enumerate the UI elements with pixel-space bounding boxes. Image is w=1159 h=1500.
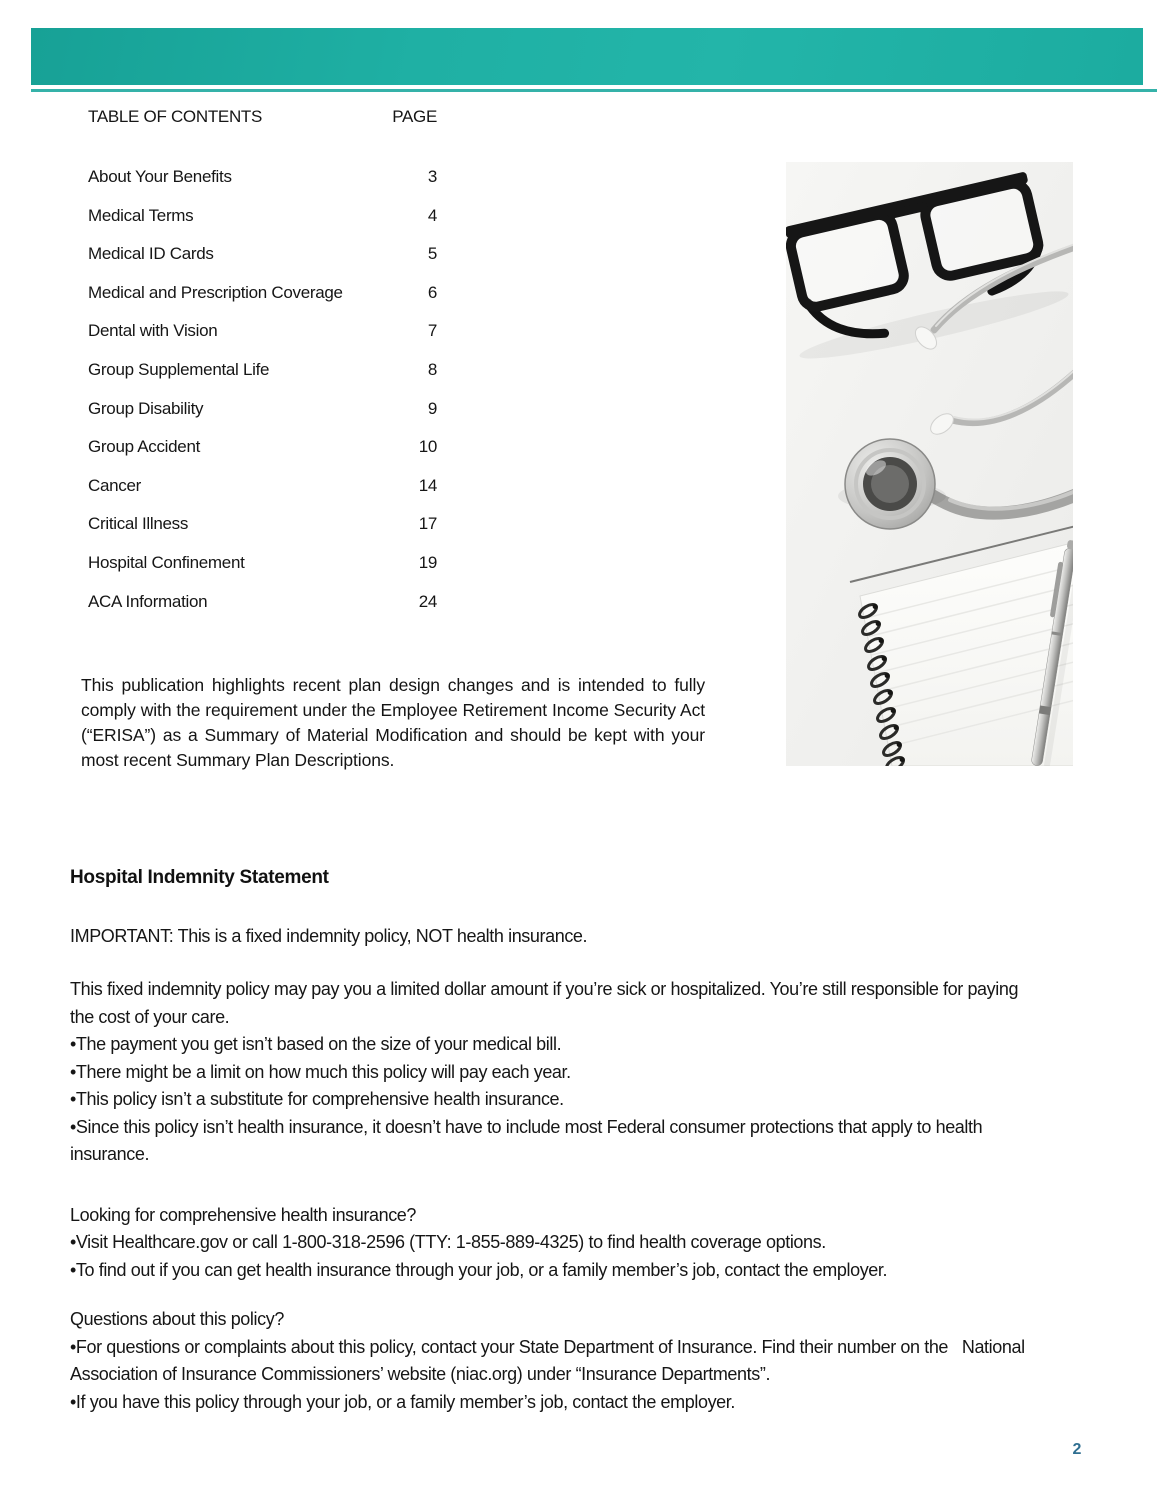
toc-row [88, 438, 437, 456]
toc-row [88, 361, 437, 379]
toc-item-label: Medical and Prescription Coverage [88, 282, 343, 302]
toc-item-page: 7 [427, 321, 437, 341]
hospital-indemnity-heading: Hospital Indemnity Statement [70, 867, 329, 888]
toc-item-label: Group Accident [88, 437, 201, 457]
toc-item-label: About Your Benefits [88, 167, 232, 186]
toc-row [88, 245, 437, 263]
looking-bullet: •To find out if you can get health insurance through your job, or a family member’s job, contact the employer. [70, 1259, 888, 1280]
toc-row [88, 284, 437, 302]
policy-intro: This fixed indemnity policy may pay you a limited dollar amount if you’re sick or hospitalized. You’re still responsible for paying the cost of your care. [70, 979, 1032, 1027]
toc-item-label: Critical Illness [88, 514, 189, 534]
toc-row [88, 168, 437, 186]
toc-item-page: 10 [418, 437, 437, 457]
policy-bullet: •The payment you get isn’t based on the size of your medical bill. [70, 1034, 562, 1054]
toc-item-page: 9 [427, 398, 437, 418]
policy-bullet: •Since this policy isn’t health insurance, it doesn’t have to include most Federal consumer protections that apply to health insurance. [70, 1116, 997, 1164]
toc-item-page: 17 [418, 514, 437, 534]
looking-bullet: •Visit Healthcare.gov or call 1-800-318-2596 (TTY: 1-855-889-4325) to find health coverage options. [70, 1232, 826, 1252]
erisa-summary-paragraph: This publication highlights recent plan design changes and is intended to fully comply with the requirement under the Employee Retirement Income Security Act (“ERISA”) as a Summary of Material Modification and should be kept with your most recent Summary Plan Descriptions. [81, 674, 705, 771]
toc-item-page: 24 [418, 591, 437, 611]
questions-bullet: •For questions or complaints about this policy, contact your State Department of Insurance. Find their number on the National Association of Insurance Commissioners’ website (niac.org) under “Insurance Departments”. [70, 1336, 1029, 1384]
toc-item-label: Medical ID Cards [88, 244, 214, 264]
policy-bullet: •There might be a limit on how much this policy will pay each year. [70, 1061, 571, 1082]
toc-item-page: 6 [427, 282, 437, 302]
questions-heading: Questions about this policy? [70, 1309, 284, 1329]
toc-row [88, 593, 437, 611]
toc-header [88, 107, 437, 127]
banner-divider-line [31, 89, 1157, 92]
toc-item-label: ACA Information [88, 591, 208, 611]
toc-item-page: 14 [418, 475, 437, 495]
page-number: 2 [1072, 1441, 1082, 1458]
toc-item-label: Hospital Confinement [88, 552, 245, 572]
toc-item-page: 19 [418, 552, 437, 572]
toc-item-label: Group Supplemental Life [88, 359, 270, 379]
looking-heading: Looking for comprehensive health insurance? [70, 1204, 417, 1225]
toc-item-page: 4 [427, 205, 437, 225]
toc-page-column-header: PAGE [392, 107, 437, 126]
table-of-contents [88, 168, 437, 631]
toc-item-label: Dental with Vision [88, 321, 218, 341]
top-banner [31, 28, 1143, 85]
medical-still-life-illustration [786, 162, 1073, 766]
toc-item-label: Medical Terms [88, 205, 194, 225]
toc-item-page: 8 [427, 359, 437, 379]
questions-block [70, 1306, 1055, 1416]
toc-row [88, 207, 437, 225]
toc-item-label: Group Disability [88, 398, 204, 418]
looking-for-insurance-block [70, 1202, 1055, 1285]
toc-row [88, 477, 437, 495]
toc-row [88, 400, 437, 418]
toc-title: TABLE OF CONTENTS [88, 107, 263, 126]
toc-row [88, 554, 437, 572]
policy-bullet: •This policy isn’t a substitute for comprehensive health insurance. [70, 1089, 564, 1109]
hospital-indemnity-section [70, 866, 1055, 1416]
important-notice: IMPORTANT: This is a fixed indemnity policy, NOT health insurance. [70, 926, 588, 946]
policy-details [70, 976, 1055, 1169]
toc-item-page: 3 [427, 167, 437, 186]
benefits-photo [786, 162, 1073, 766]
toc-item-label: Cancer [88, 475, 142, 495]
toc-row [88, 322, 437, 340]
toc-row [88, 515, 437, 533]
toc-item-page: 5 [427, 244, 437, 264]
questions-bullet: •If you have this policy through your job, or a family member’s job, contact the employer. [70, 1391, 735, 1412]
